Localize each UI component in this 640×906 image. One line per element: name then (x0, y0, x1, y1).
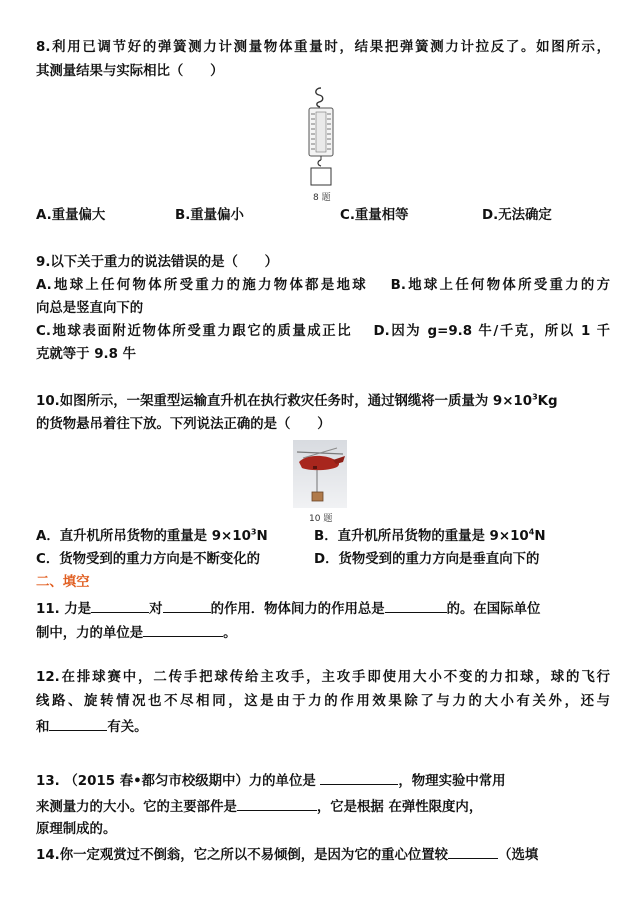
q10-stem-unit: Kg (537, 394, 558, 409)
q8-option-b: B.重量偏小 (175, 208, 244, 223)
q10-option-a-text: A．直升机所吊货物的重量是 9×10 (36, 529, 251, 544)
q11-text-4: 的。在国际单位 (446, 602, 541, 617)
q13-text-4: ，它是根据 在弹性限度内， (316, 800, 483, 815)
q8-option-a: A.重量偏大 (36, 208, 106, 223)
q10-option-a-unit: N (256, 529, 268, 544)
q13-line2 (36, 796, 610, 818)
q10-figure-caption: 10 题 (309, 514, 333, 524)
q10-stem-text: 10.如图所示，一架重型运输直升机在执行救灾任务时，通过钢缆将一质量为 9×10 (36, 394, 533, 409)
q11-text-3: 的作用．物体间力的作用总是 (210, 602, 385, 617)
q10-option-a (36, 527, 268, 547)
q10-stem-line2: 的货物悬吊着往下放。下列说法正确的是（ ） (36, 417, 331, 432)
q9-option-line-a: A.地球上任何物体所受重力的施力物体都是地球 B.地球上任何物体所受重力的方 (36, 278, 610, 293)
q11-text-1: 11. 力是 (36, 602, 92, 617)
q13-blank-1[interactable] (320, 770, 398, 785)
q10-option-b (314, 527, 546, 547)
q11-text-2: 对 (149, 602, 163, 617)
q12-text-2: 有关。 (107, 720, 148, 735)
q14-text-1: 14.你一定观赏过不倒翁，它之所以不易倾倒，是因为它的重心位置较 (36, 848, 449, 863)
q8-option-c: C.重量相等 (340, 208, 409, 223)
q9-option-line-c: C.地球表面附近物体所受重力跟它的质量成正比 D.因为 g=9.8 牛/千克，所以 1 千 (36, 324, 610, 339)
q11-blank-3[interactable] (385, 598, 447, 613)
q13-line3: 原理制成的。 (36, 822, 117, 837)
q9-stem: 9.以下关于重力的说法错误的是（ ） (36, 255, 279, 270)
q11-blank-2[interactable] (163, 598, 211, 613)
q9-option-line-d: 克就等于 9.8 牛 (36, 347, 136, 362)
q12-line2: 线路、旋转情况也不尽相同，这是由于力的作用效果除了与力的大小有关外，还与 (36, 694, 610, 709)
q14-blank-1[interactable] (448, 844, 498, 859)
q11-text-6: 。 (223, 626, 237, 641)
q11-blank-4[interactable] (143, 622, 223, 637)
q14-text-2: （选填 (498, 848, 539, 863)
q8-stem-line1: 8.利用已调节好的弹簧测力计测量物体重量时，结果把弹簧测力计拉反了。如图所示， (36, 40, 610, 55)
q11-blank-1[interactable] (91, 598, 149, 613)
q10-option-d: D．货物受到的重力方向是垂直向下的 (314, 552, 540, 567)
q10-option-c: C．货物受到的重力方向是不断变化的 (36, 552, 261, 567)
q12-line1: 12.在排球赛中，二传手把球传给主攻手，主攻手即使用大小不变的力扣球，球的飞行 (36, 670, 610, 685)
q13-text-2: ，物理实验中常用 (398, 774, 506, 789)
q10-option-a-exponent: 3 (250, 527, 257, 537)
q10-option-b-text: B．直升机所吊货物的重量是 9×10 (314, 529, 529, 544)
q12-text-1: 和 (36, 720, 50, 735)
q12-line3 (36, 716, 610, 738)
q10-stem-exponent: 3 (532, 392, 538, 402)
q14-line1 (36, 844, 610, 866)
q10-stem-line1 (36, 392, 610, 412)
q13-text-1: 13. （2015 春•都匀市校级期中）力的单位是 (36, 774, 316, 789)
helicopter-figure (293, 440, 347, 508)
q12-blank-1[interactable] (49, 716, 107, 731)
q11-line2 (36, 622, 610, 644)
q8-option-d: D.无法确定 (482, 208, 552, 223)
q8-stem-line2: 其测量结果与实际相比（ ） (36, 64, 224, 79)
q13-blank-2[interactable] (237, 796, 317, 811)
spring-scale-figure (296, 84, 346, 190)
q13-line1 (36, 770, 610, 792)
q13-text-3: 来测量力的大小。它的主要部件是 (36, 800, 237, 815)
q8-figure-caption: 8 题 (313, 193, 331, 203)
q9-option-line-b: 向总是竖直向下的 (36, 301, 144, 316)
section-fill-in-title: 二、填空 (36, 575, 90, 590)
q10-option-b-unit: N (534, 529, 546, 544)
q10-option-b-exponent: 4 (528, 527, 535, 537)
q11-line1 (36, 598, 610, 620)
q11-text-5: 制中，力的单位是 (36, 626, 144, 641)
